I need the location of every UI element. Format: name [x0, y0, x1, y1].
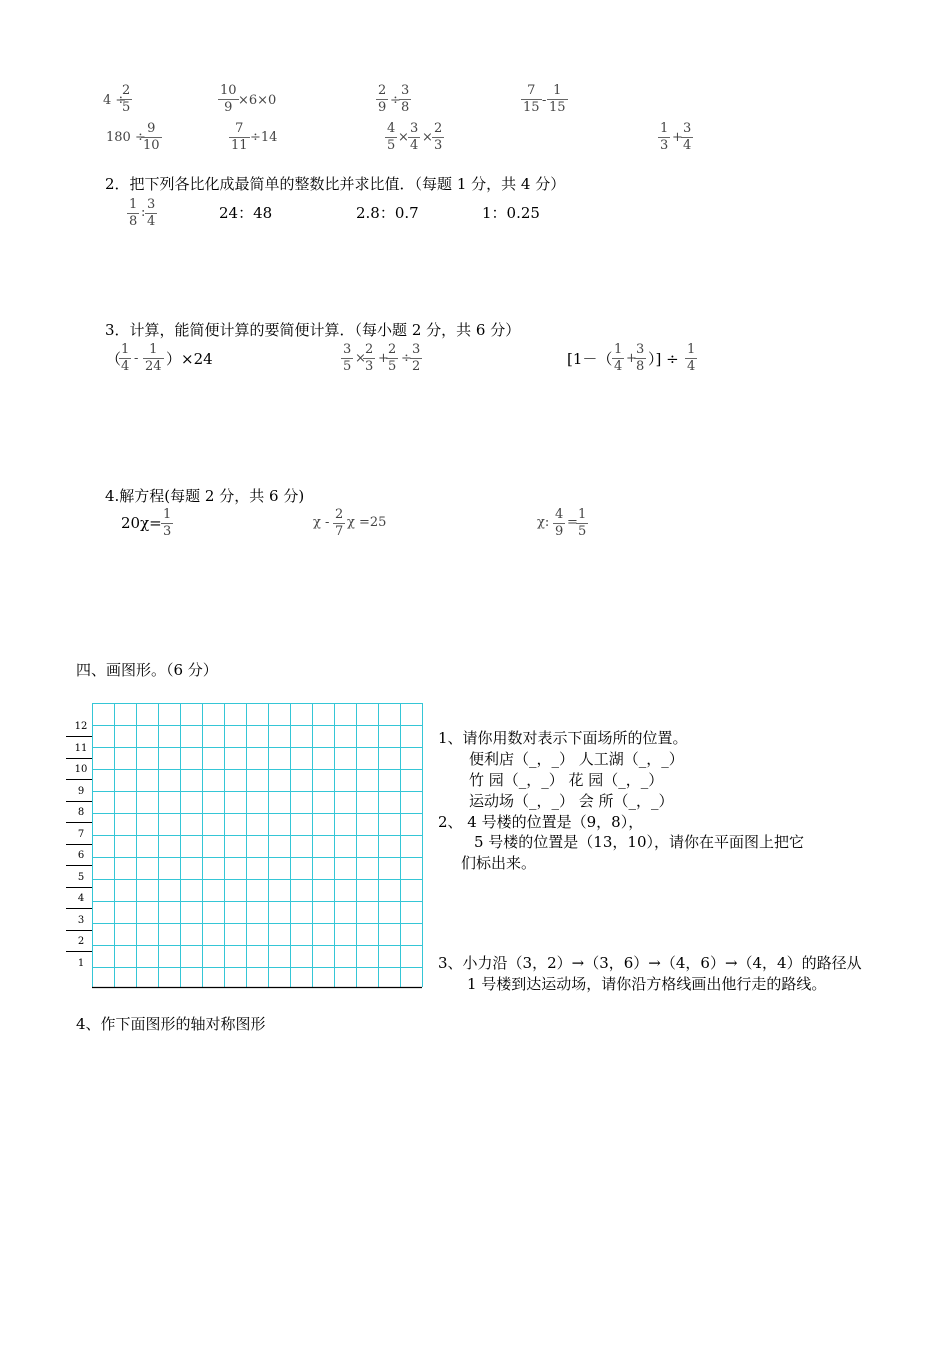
operator: - — [134, 351, 139, 366]
instruction-3: 3、小力沿（3，2）→（3，6）→（4，6）→（4，4）的路径从 — [438, 954, 862, 972]
y-axis-tick-line — [66, 844, 92, 845]
ratio-d: 1：0.25 — [482, 204, 540, 222]
instruction-3-line-2: 1 号楼到达运动场，请你沿方格线画出他行走的路线。 — [467, 975, 827, 993]
instruction-1: 1、请你用数对表示下面场所的位置。 — [438, 729, 688, 747]
fraction: $\frac{2}{3}$ — [365, 342, 374, 374]
question-3-title: 3．计算，能简便计算的要简便计算．（每小题 2 分，共 6 分） — [105, 321, 521, 339]
equation-c-lead: χ: — [537, 515, 550, 530]
fraction: $\frac{1}{15}$ — [549, 83, 566, 115]
fraction: $\frac{4}{9}$ — [555, 507, 564, 539]
y-axis-label: 2 — [77, 936, 85, 947]
fraction: $\frac{3}{4}$ — [683, 121, 692, 153]
fraction: $\frac{3}{5}$ — [343, 342, 352, 374]
fraction: $\frac{1}{8}$ — [129, 197, 138, 229]
operator: + — [626, 351, 637, 366]
paren-open: （ — [106, 350, 122, 368]
y-axis-tick-line — [66, 822, 92, 823]
y-axis-tick-line — [66, 865, 92, 866]
y-axis-label: 10 — [74, 764, 88, 775]
fraction: $\frac{2}{9}$ — [378, 83, 387, 115]
paren-close: ）×24 — [166, 350, 213, 368]
y-axis-tick-line — [66, 908, 92, 909]
fraction: $\frac{7}{11}$ — [231, 121, 248, 153]
y-axis-label: 5 — [77, 871, 85, 883]
y-axis-tick-line — [66, 930, 92, 931]
fraction: $\frac{1}{3}$ — [660, 121, 669, 153]
bracket-open: [1－（ — [567, 350, 613, 368]
bracket-close: ）] ÷ — [648, 350, 679, 368]
y-axis-label: 4 — [77, 893, 85, 904]
y-axis-tick-line — [66, 758, 92, 759]
equation-a-lead: 20χ= — [121, 514, 162, 532]
fraction: $\frac{7}{15}$ — [523, 83, 540, 115]
operator: = — [567, 515, 578, 530]
operator: + — [378, 351, 389, 366]
colon: : — [141, 205, 146, 220]
y-axis-label: 12 — [74, 721, 88, 732]
fraction: $\frac{2}{3}$ — [434, 121, 443, 153]
fraction: $\frac{1}{4}$ — [687, 342, 696, 374]
y-axis-label: 11 — [74, 742, 88, 754]
operator: × — [398, 130, 409, 145]
instruction-2-line-2: 5 号楼的位置是（13，10），请你在平面图上把它 — [474, 833, 804, 851]
y-axis-tick-line — [66, 951, 92, 952]
equation-b-lead: χ - — [313, 515, 330, 530]
expr-2b-tail: ÷14 — [250, 130, 278, 145]
fraction: $\frac{1}{24}$ — [145, 342, 162, 374]
fraction: $\frac{10}{9}$ — [220, 83, 237, 115]
fraction: $\frac{3}{8}$ — [401, 83, 410, 115]
question-2-title: 2．把下列各比化成最简单的整数比并求比值．（每题 1 分，共 4 分） — [105, 175, 566, 193]
instruction-2: 2、 4 号楼的位置是（9，8）， — [438, 813, 644, 831]
fraction: $\frac{2}{5}$ — [388, 342, 397, 374]
fraction: $\frac{3}{4}$ — [410, 121, 419, 153]
operator: - — [542, 93, 547, 108]
fraction: $\frac{1}{4}$ — [614, 342, 623, 374]
fraction: $\frac{3}{8}$ — [636, 342, 645, 374]
y-axis-label: 3 — [77, 914, 85, 926]
expr-1a-lead: 4 ÷ — [103, 93, 127, 108]
y-axis-label: 6 — [77, 850, 85, 861]
operator: × — [422, 130, 433, 145]
expr-1b-tail: ×6×0 — [238, 93, 277, 108]
fraction: $\frac{2}{5}$ — [122, 83, 131, 115]
y-axis-label: 7 — [77, 828, 85, 840]
operator: + — [672, 130, 683, 145]
y-axis-label: 1 — [77, 957, 85, 969]
location-line-3: 运动场（_，_） 会 所（_，_） — [469, 792, 674, 810]
y-axis-label: 9 — [77, 785, 85, 797]
coordinate-grid[interactable] — [92, 703, 424, 993]
fraction: $\frac{4}{5}$ — [387, 121, 396, 153]
operator: × — [355, 351, 366, 366]
fraction: $\frac{3}{4}$ — [147, 197, 156, 229]
y-axis-tick-line — [66, 779, 92, 780]
location-line-1: 便利店（_，_） 人工湖（_，_） — [469, 750, 684, 768]
location-line-2: 竹 园（_，_） 花 园（_，_） — [469, 771, 664, 789]
ratio-b: 24：48 — [219, 204, 273, 222]
fraction: $\frac{3}{2}$ — [412, 342, 421, 374]
operator: ÷ — [401, 351, 412, 366]
expr-2a-lead: 180 ÷ — [106, 130, 146, 145]
y-axis-tick-line — [66, 801, 92, 802]
fraction: $\frac{9}{10}$ — [143, 121, 160, 153]
fraction: $\frac{2}{7}$ — [335, 507, 344, 539]
question-axis-symmetry: 4、作下面图形的轴对称图形 — [76, 1015, 266, 1033]
section-4-title: 四、画图形。（6 分） — [76, 661, 218, 679]
operator: ÷ — [390, 93, 401, 108]
y-axis-label: 8 — [77, 807, 85, 818]
fraction: $\frac{1}{5}$ — [578, 507, 587, 539]
y-axis-tick-line — [66, 736, 92, 737]
ratio-c: 2.8：0.7 — [356, 204, 419, 222]
fraction: $\frac{1}{4}$ — [121, 342, 130, 374]
fraction: $\frac{1}{3}$ — [163, 507, 172, 539]
grid-svg[interactable] — [92, 703, 424, 989]
instruction-2-line-3: 们标出来。 — [461, 854, 537, 872]
y-axis-tick-line — [66, 887, 92, 888]
question-4-title: 4.解方程(每题 2 分，共 6 分) — [105, 487, 305, 505]
equation-b-tail: χ =25 — [347, 515, 387, 530]
